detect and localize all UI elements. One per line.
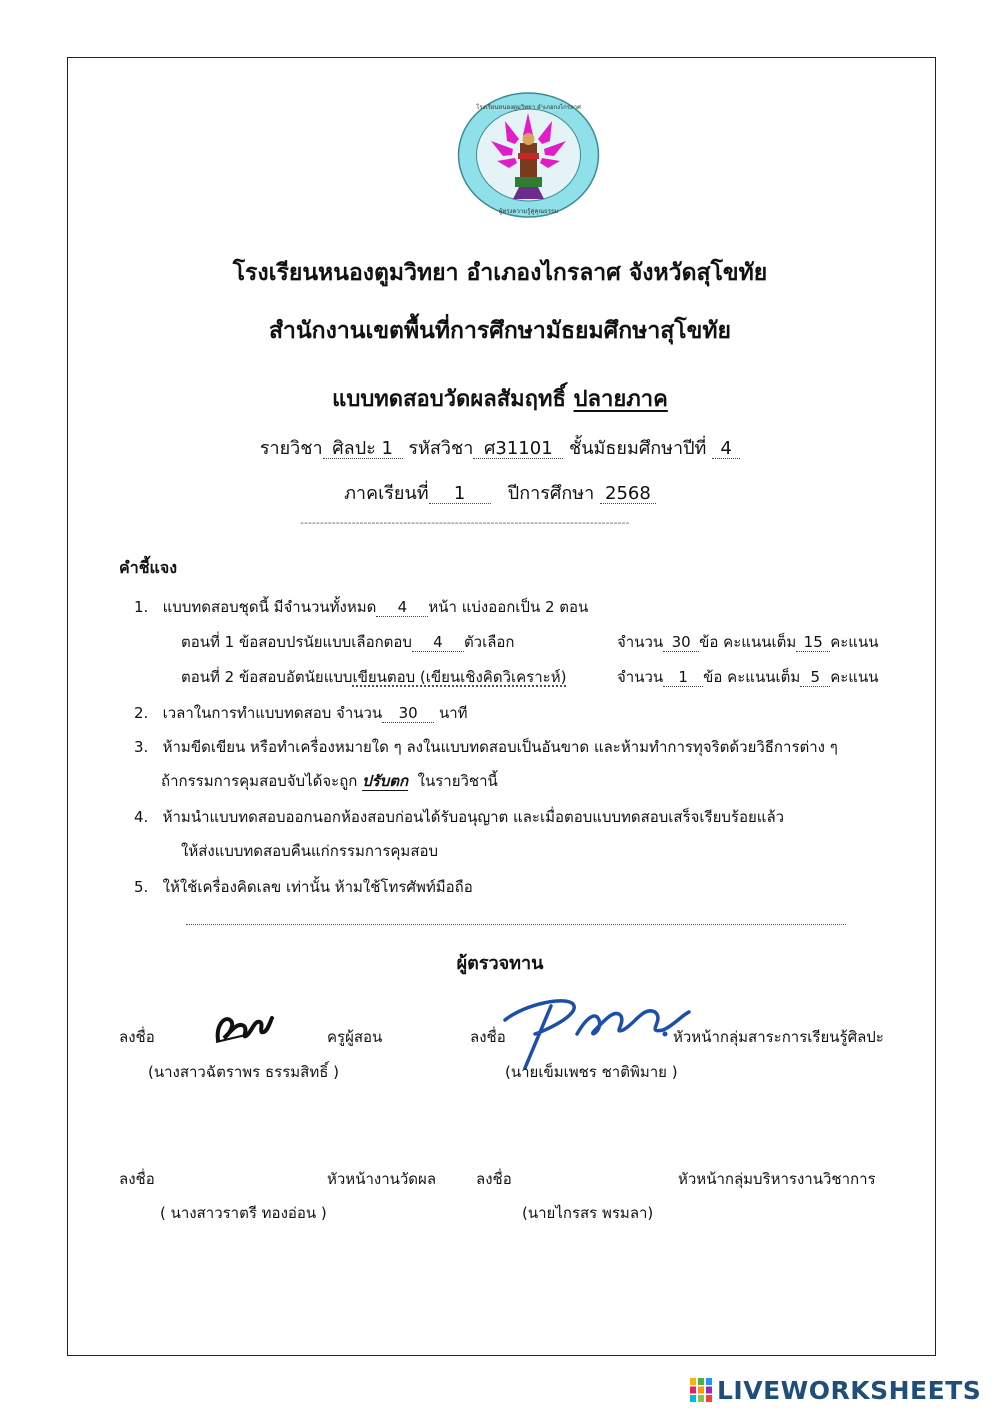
measure-role: หัวหน้างานวัดผล bbox=[327, 1170, 437, 1188]
part1-score-label: ข้อ คะแนนเต็ม bbox=[699, 633, 797, 651]
part1-count: 30 bbox=[663, 633, 699, 652]
part2-score: 5 bbox=[800, 668, 830, 687]
subject-value: ศิลปะ 1 bbox=[323, 440, 403, 459]
item2-text-a: เวลาในการทำแบบทดสอบ จำนวน bbox=[162, 704, 383, 722]
svg-text:โรงเรียนหนองตูมวิทยา อำเภอกงไก: โรงเรียนหนองตูมวิทยา อำเภอกงไกรลาศ bbox=[476, 104, 581, 111]
grade-value: 4 bbox=[712, 440, 740, 459]
instruction-item-3 bbox=[134, 735, 838, 759]
year-value: 2568 bbox=[600, 485, 656, 504]
item5-text: ให้ใช้เครื่องคิดเลข เท่านั้น ห้ามใช้โทรศัพท์มือถือ bbox=[162, 878, 473, 896]
item2-text-b: นาที bbox=[438, 704, 468, 722]
minutes-value: 30 bbox=[382, 704, 434, 723]
svg-text:ผู้ทรงความรู้คู่คุณธรรม: ผู้ทรงความรู้คู่คุณธรรม bbox=[498, 208, 559, 215]
item4-line1: ห้ามนำแบบทดสอบออกนอกห้องสอบก่อนได้รับอนุญาต และเมื่อตอบแบบทดสอบเสร็จเรียบร้อยแล้ว bbox=[162, 808, 785, 826]
head-art-role: หัวหน้ากลุ่มสาระการเรียนรู้ศิลปะ bbox=[673, 1028, 884, 1046]
instruction-item-3-line2 bbox=[161, 769, 498, 793]
head-art-name: (นายเข็มเพชร ชาติพิมาย ) bbox=[505, 1063, 678, 1081]
school-name-line: โรงเรียนหนองตูมวิทยา อำเภองไกรลาศ จังหวัดสุโขทัย bbox=[232, 260, 768, 286]
review-heading: ผู้ตรวจทาน bbox=[456, 953, 544, 974]
instruction-item-4 bbox=[134, 805, 784, 829]
item1-text-b: หน้า แบ่งออกเป็น 2 ตอน bbox=[428, 598, 589, 616]
item-number: 1. bbox=[134, 598, 149, 616]
instruction-item-2 bbox=[134, 701, 468, 725]
measure-name: ( นางสาวราตรี ทองอ่อน ) bbox=[160, 1204, 327, 1222]
item-number: 3. bbox=[134, 738, 149, 756]
subject-line bbox=[0, 433, 1000, 462]
subject-label: รายวิชา bbox=[259, 438, 323, 459]
part2-type: เขียนตอบ (เขียนเชิงคิดวิเคราะห์) bbox=[352, 668, 567, 686]
item-number: 4. bbox=[134, 808, 149, 826]
part2-unit: คะแนน bbox=[830, 668, 879, 686]
semester-line bbox=[0, 478, 1000, 507]
liveworksheets-watermark bbox=[690, 1376, 981, 1404]
part1-count-line bbox=[617, 630, 879, 654]
item-number: 2. bbox=[134, 704, 149, 722]
liveworksheets-text: LIVEWORKSHEETS bbox=[717, 1375, 982, 1405]
code-label: รหัสวิชา bbox=[408, 438, 474, 459]
instruction-item-1 bbox=[134, 595, 588, 619]
part2-score-label: ข้อ คะแนนเต็ม bbox=[703, 668, 801, 686]
sign-label-measure: ลงชื่อ bbox=[119, 1170, 155, 1188]
instruction-item-4-line2: ให้ส่งแบบทดสอบคืนแก่กรรมการคุมสอบ bbox=[181, 842, 439, 860]
part1-line bbox=[181, 630, 515, 654]
part1-choices: 4 bbox=[412, 633, 464, 652]
item-number: 5. bbox=[134, 878, 149, 896]
item3-line1: ห้ามขีดเขียน หรือทำเครื่องหมายใด ๆ ลงในแบบทดสอบเป็นอันขาด และห้ามทำการทุจริตด้วยวิธีการต่าง ๆ bbox=[162, 738, 838, 756]
liveworksheets-logo-icon bbox=[690, 1378, 712, 1402]
part1-text-b: ตัวเลือก bbox=[463, 633, 515, 651]
item1-text-a: แบบทดสอบชุดนี้ มีจำนวนทั้งหมด bbox=[162, 598, 377, 616]
exam-title-term: ปลายภาค bbox=[573, 387, 668, 412]
part2-count-line bbox=[617, 665, 879, 689]
office-name-line: สำนักงานเขตพื้นที่การศึกษามัธยมศึกษาสุโขทัย bbox=[268, 318, 732, 344]
code-value: ศ31101 bbox=[473, 440, 563, 459]
part1-text-a: ตอนที่ 1 ข้อสอบปรนัยแบบเลือกตอบ bbox=[181, 633, 412, 651]
teacher-signature bbox=[210, 1010, 276, 1046]
pages-value: 4 bbox=[376, 598, 428, 617]
academic-name: (นายไกรสร พรมลา) bbox=[522, 1204, 654, 1222]
item3-text-a: ถ้ากรรมการคุมสอบจับได้จะถูก bbox=[161, 772, 358, 790]
dotted-divider bbox=[186, 924, 846, 925]
academic-role: หัวหน้ากลุ่มบริหารงานวิชาการ bbox=[678, 1170, 876, 1188]
teacher-name: (นางสาวฉัตราพร ธรรมสิทธิ์ ) bbox=[148, 1063, 339, 1081]
year-label: ปีการศึกษา bbox=[507, 483, 595, 504]
sign-label-teacher: ลงชื่อ bbox=[119, 1028, 155, 1046]
teacher-role: ครูผู้สอน bbox=[327, 1028, 383, 1046]
part2-count: 1 bbox=[663, 668, 703, 687]
item3-text-c: ในรายวิชานี้ bbox=[417, 772, 498, 790]
grade-label: ชั้นมัธยมศึกษาปีที่ bbox=[569, 438, 707, 459]
instruction-item-5 bbox=[134, 875, 473, 899]
fail-emphasis: ปรับตก bbox=[362, 772, 409, 790]
part2-text-a: ตอนที่ 2 ข้อสอบอัตนัยแบบ bbox=[181, 668, 353, 686]
school-seal-logo bbox=[457, 91, 600, 219]
part2-count-label: จำนวน bbox=[617, 668, 664, 686]
part1-unit: คะแนน bbox=[830, 633, 879, 651]
exam-title-prefix: แบบทดสอบวัดผลสัมฤทธิ์ bbox=[332, 387, 566, 412]
part2-line bbox=[181, 665, 566, 689]
instructions-heading: คำชี้แจง bbox=[119, 558, 178, 577]
exam-title bbox=[0, 381, 1000, 416]
separator-dashes: ----------------------------------------------------------------------------------- bbox=[300, 516, 630, 529]
semester-value: 1 bbox=[429, 485, 491, 504]
part1-count-label: จำนวน bbox=[617, 633, 664, 651]
sign-label-academic: ลงชื่อ bbox=[476, 1170, 512, 1188]
sign-label-head-art: ลงชื่อ bbox=[470, 1028, 506, 1046]
semester-label: ภาคเรียนที่ bbox=[344, 483, 429, 504]
part1-score: 15 bbox=[796, 633, 830, 652]
